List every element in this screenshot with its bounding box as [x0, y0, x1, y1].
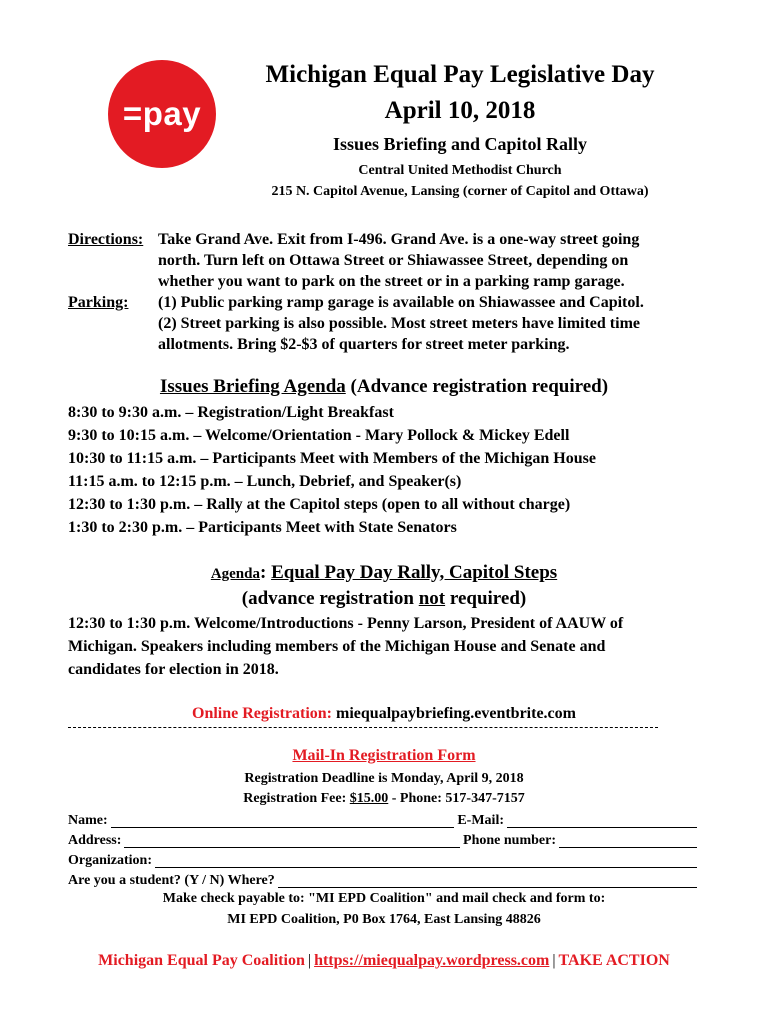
agenda-item: 9:30 to 10:15 a.m. – Welcome/Orientation - Mary Pollock & Mickey Edell: [68, 427, 570, 444]
logistics-section: [68, 229, 718, 355]
phone-label: Phone number:: [463, 833, 556, 848]
online-registration-link[interactable]: miequalpaybriefing.eventbrite.com: [336, 705, 576, 722]
rally-line: Michigan. Speakers including members of the Michigan House and Senate and: [68, 638, 606, 655]
registration-deadline: Registration Deadline is Monday, April 9, 2018: [244, 771, 524, 786]
form-row-name: [68, 811, 700, 831]
fee-phone: - Phone: 517-347-7157: [388, 791, 525, 806]
organization-field[interactable]: [155, 854, 697, 868]
name-label: Name:: [68, 813, 108, 828]
check-instructions: Make check payable to: "MI EPD Coalition" and mail check and form to:: [162, 891, 606, 906]
venue-name: Central United Methodist Church: [358, 163, 562, 178]
rally-colon: :: [260, 562, 267, 583]
student-label: Are you a student? (Y / N) Where?: [68, 873, 275, 888]
footer: [68, 951, 700, 971]
agenda-item: 1:30 to 2:30 p.m. – Participants Meet with State Senators: [68, 519, 457, 536]
briefing-agenda-list: [68, 401, 596, 539]
directions-line: north. Turn left on Ottawa Street or Shiawassee Street, depending on: [158, 252, 629, 269]
mailing-address: MI EPD Coalition, P0 Box 1764, East Lansing 48826: [227, 912, 541, 927]
online-registration-label: Online Registration:: [192, 705, 333, 722]
online-registration: [68, 704, 700, 724]
briefing-agenda-heading: [68, 375, 700, 399]
rally-agenda-label: Agenda: [210, 566, 260, 582]
form-row-student: [68, 871, 700, 891]
agenda-item: 12:30 to 1:30 p.m. – Rally at the Capitol steps (open to all without charge): [68, 496, 571, 513]
briefing-heading-text: Issues Briefing Agenda: [159, 376, 346, 397]
directions-line: Take Grand Ave. Exit from I-496. Grand Ave. is a one-way street going: [158, 231, 640, 248]
email-field[interactable]: [507, 814, 697, 828]
mail-in-form-title: Mail-In Registration Form: [292, 747, 476, 764]
directions-line: whether you want to park on the street or in a parking ramp garage.: [158, 273, 625, 290]
parking-line: allotments. Bring $2-$3 of quarters for street meter parking.: [158, 336, 570, 353]
rally-line: candidates for election in 2018.: [68, 661, 279, 678]
agenda-item: 8:30 to 9:30 a.m. – Registration/Light Breakfast: [68, 404, 394, 421]
directions-label: Directions:: [68, 231, 144, 248]
organization-label: Organization:: [68, 853, 152, 868]
rally-sub-open: (advance registration: [241, 588, 419, 609]
page-title: Michigan Equal Pay Legislative Day: [265, 61, 655, 88]
footer-website-link[interactable]: https://miequalpay.wordpress.com: [314, 952, 550, 969]
phone-field[interactable]: [559, 834, 697, 848]
footer-org: Michigan Equal Pay Coalition: [98, 952, 305, 969]
event-date: April 10, 2018: [384, 97, 536, 124]
parking-block: [68, 292, 718, 355]
address-field[interactable]: [124, 834, 460, 848]
fee-amount: $15.00: [349, 791, 389, 806]
form-row-address: [68, 831, 700, 851]
footer-separator: |: [552, 952, 556, 969]
registration-fee: [68, 790, 700, 808]
agenda-item: 11:15 a.m. to 12:15 p.m. – Lunch, Debrief, and Speaker(s): [68, 473, 462, 490]
rally-registration-note: [68, 587, 700, 611]
venue-address: 215 N. Capitol Avenue, Lansing (corner of Capitol and Ottawa): [271, 184, 649, 199]
rally-sub-close: required): [445, 588, 527, 609]
briefing-registration-note: (Advance registration required): [350, 376, 609, 397]
parking-line: (1) Public parking ramp garage is available on Shiawassee and Capitol.: [158, 294, 644, 311]
mail-in-form: [68, 811, 700, 891]
address-label: Address:: [68, 833, 122, 848]
rally-line: 12:30 to 1:30 p.m. Welcome/Introductions - Penny Larson, President of AAUW of: [68, 615, 624, 632]
parking-label: Parking:: [68, 294, 129, 311]
logo-text: =pay: [122, 95, 202, 132]
rally-sub-not: not: [418, 588, 446, 609]
footer-take-action[interactable]: TAKE ACTION: [558, 952, 670, 969]
directions-block: [68, 229, 718, 292]
student-field[interactable]: [278, 874, 697, 888]
divider: [68, 727, 658, 728]
form-row-organization: [68, 851, 700, 871]
rally-description: [68, 612, 623, 681]
parking-line: (2) Street parking is also possible. Most street meters have limited time: [158, 315, 640, 332]
event-subtitle: Issues Briefing and Capitol Rally: [332, 134, 588, 154]
fee-label: Registration Fee:: [243, 791, 350, 806]
name-field[interactable]: [111, 814, 455, 828]
agenda-item: 10:30 to 11:15 a.m. – Participants Meet with Members of the Michigan House: [68, 450, 596, 467]
email-label: E-Mail:: [457, 813, 504, 828]
rally-title: Equal Pay Day Rally, Capitol Steps: [271, 562, 558, 583]
footer-separator: |: [307, 952, 312, 969]
rally-heading: [68, 561, 700, 586]
